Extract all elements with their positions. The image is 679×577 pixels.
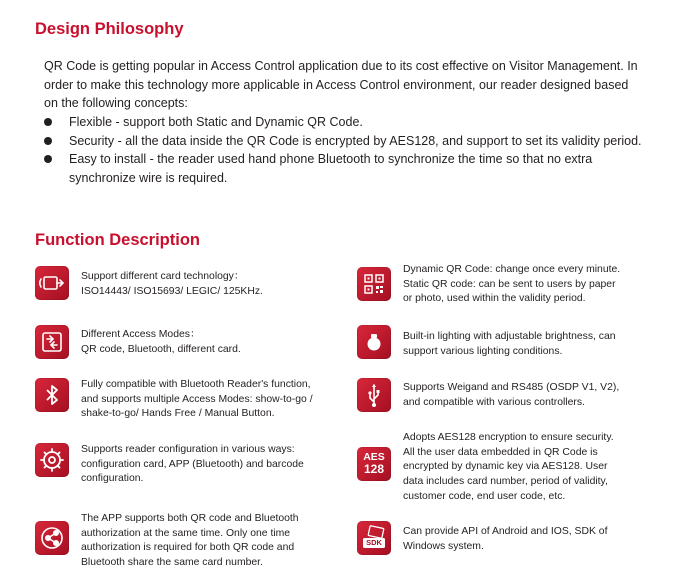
aes-icon: AES 128 bbox=[357, 447, 391, 481]
usb-icon bbox=[357, 378, 391, 412]
qr-code-icon bbox=[357, 267, 391, 301]
share-icon bbox=[35, 521, 69, 555]
light-bulb-icon bbox=[357, 325, 391, 359]
bluetooth-icon bbox=[35, 378, 69, 412]
card-technology-icon bbox=[35, 266, 69, 300]
bullet-item: Security - all the data inside the QR Code is encrypted by AES128, and support to set its validity period. bbox=[44, 132, 654, 151]
bullet-dot-icon bbox=[44, 118, 52, 126]
design-intro-paragraph: QR Code is getting popular in Access Control application due to its cost effective on Visitor Management. In order to make this technology more applicable in Access Control environment, our reader designed based on the following concepts: bbox=[44, 59, 638, 110]
access-modes-icon bbox=[35, 325, 69, 359]
bullet-dot-icon bbox=[44, 137, 52, 145]
design-bullet-list bbox=[44, 113, 654, 187]
design-philosophy-heading: Design Philosophy bbox=[35, 20, 184, 38]
sdk-icon: SDK bbox=[357, 521, 391, 555]
gear-icon bbox=[35, 443, 69, 477]
bullet-item: Easy to install - the reader used hand phone Bluetooth to synchronize the time so that no extra synchronize wire is required. bbox=[44, 150, 654, 187]
bullet-dot-icon bbox=[44, 155, 52, 163]
function-description-heading: Function Description bbox=[35, 231, 200, 249]
bullet-item: Flexible - support both Static and Dynamic QR Code. bbox=[44, 113, 654, 132]
